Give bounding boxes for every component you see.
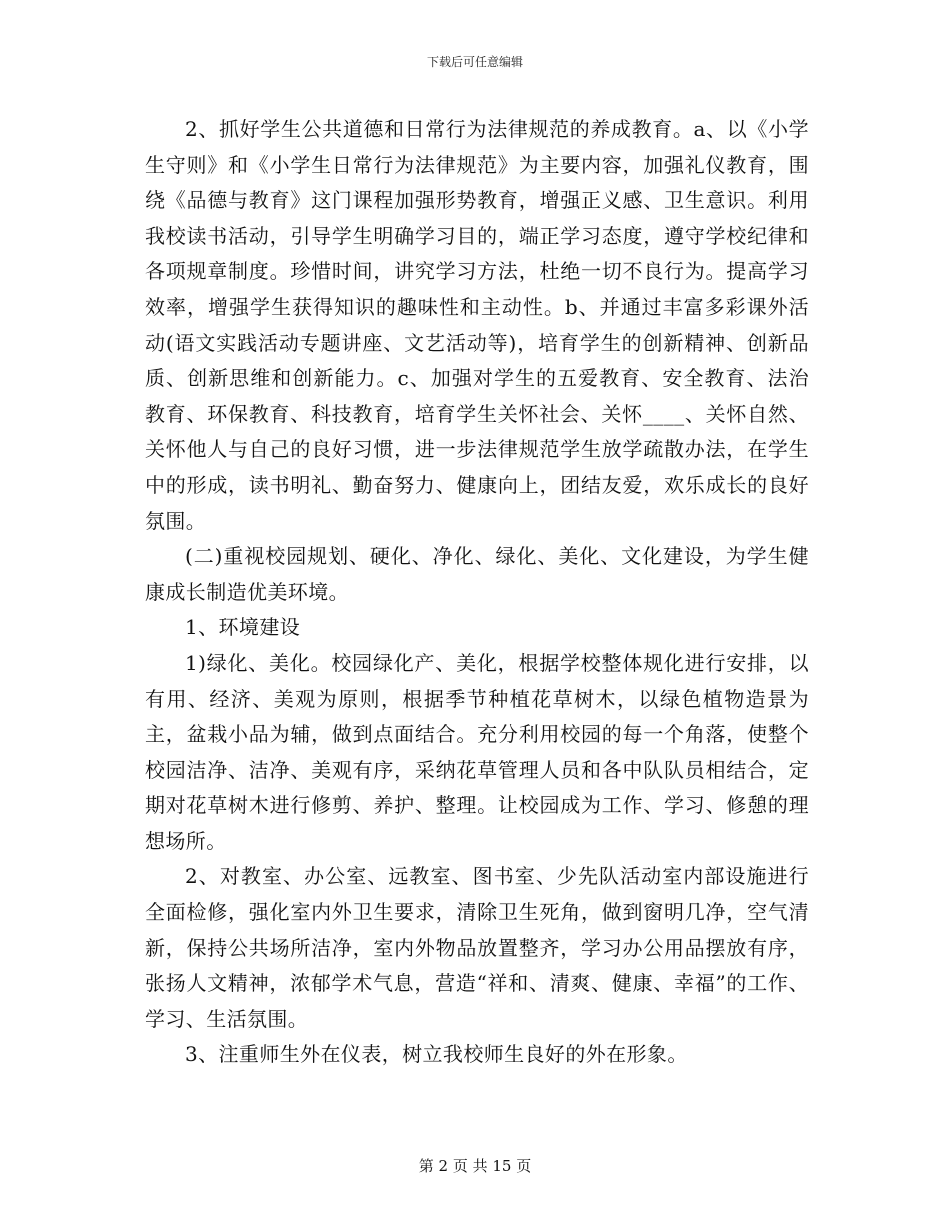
paragraph-environment-heading: 1、环境建设	[185, 615, 301, 640]
paragraph-facility-maintenance: 2、对教室、办公室、远教室、图书室、少先队活动室内部设施进行全面检修，强化室内外卫生要求，清除卫生死角，做到窗明几净，空气清新，保持公共场所洁净，室内外物品放置整齐，学习办公用品摆放有序，张扬人文精神，浓郁学术气息，营造“祥和、清爽、健康、幸福”的工作、学习、生活氛围。	[145, 864, 809, 1031]
document-body	[145, 112, 809, 1073]
paragraph-moral-education: 2、抓好学生公共道德和日常行为法律规范的养成教育。a、以《小学生守则》和《小学生日常行为法律规范》为主要内容，加强礼仪教育，围绕《品德与教育》这门课程加强形势教育，增强正义感、卫生意识。利用我校读书活动，引导学生明确学习目的，端正学习态度，遵守学校纪律和各项规章制度。珍惜时间，讲究学习方法，杜绝一切不良行为。提高学习效率，增强学生获得知识的趣味性和主动性。b、并通过丰富多彩课外活动(语文实践活动专题讲座、文艺活动等)，培育学生的创新精神、创新品质、创新思维和创新能力。c、加强对学生的五爱教育、安全教育、法治教育、环保教育、科技教育，培育学生关怀社会、关怀____、关怀自然、关怀他人与自己的良好习惯，进一步法律规范学生放学疏散办法，在学生中的形成，读书明礼、勤奋努力、健康向上，团结友爱，欢乐成长的良好氛围。	[145, 117, 809, 533]
paragraph-appearance: 3、注重师生外在仪表，树立我校师生良好的外在形象。	[185, 1042, 688, 1067]
page-header: 下载后可任意编辑	[426, 55, 523, 69]
paragraph-campus-planning: (二)重视校园规划、硬化、净化、绿化、美化、文化建设，为学生健康成长制造优美环境。	[145, 544, 809, 604]
page-number: 第 2 页 共 15 页	[418, 1157, 532, 1175]
paragraph-greening: 1)绿化、美化。校园绿化产、美化，根据学校整体规化进行安排，以有用、经济、美观为原则，根据季节种植花草树木，以绿色植物造景为主，盆栽小品为辅，做到点面结合。充分利用校园的每一个角落，使整个校园洁净、洁净、美观有序，采纳花草管理人员和各中队队员相结合，定期对花草树木进行修剪、养护、整理。让校园成为工作、学习、修憩的理想场所。	[145, 650, 809, 853]
